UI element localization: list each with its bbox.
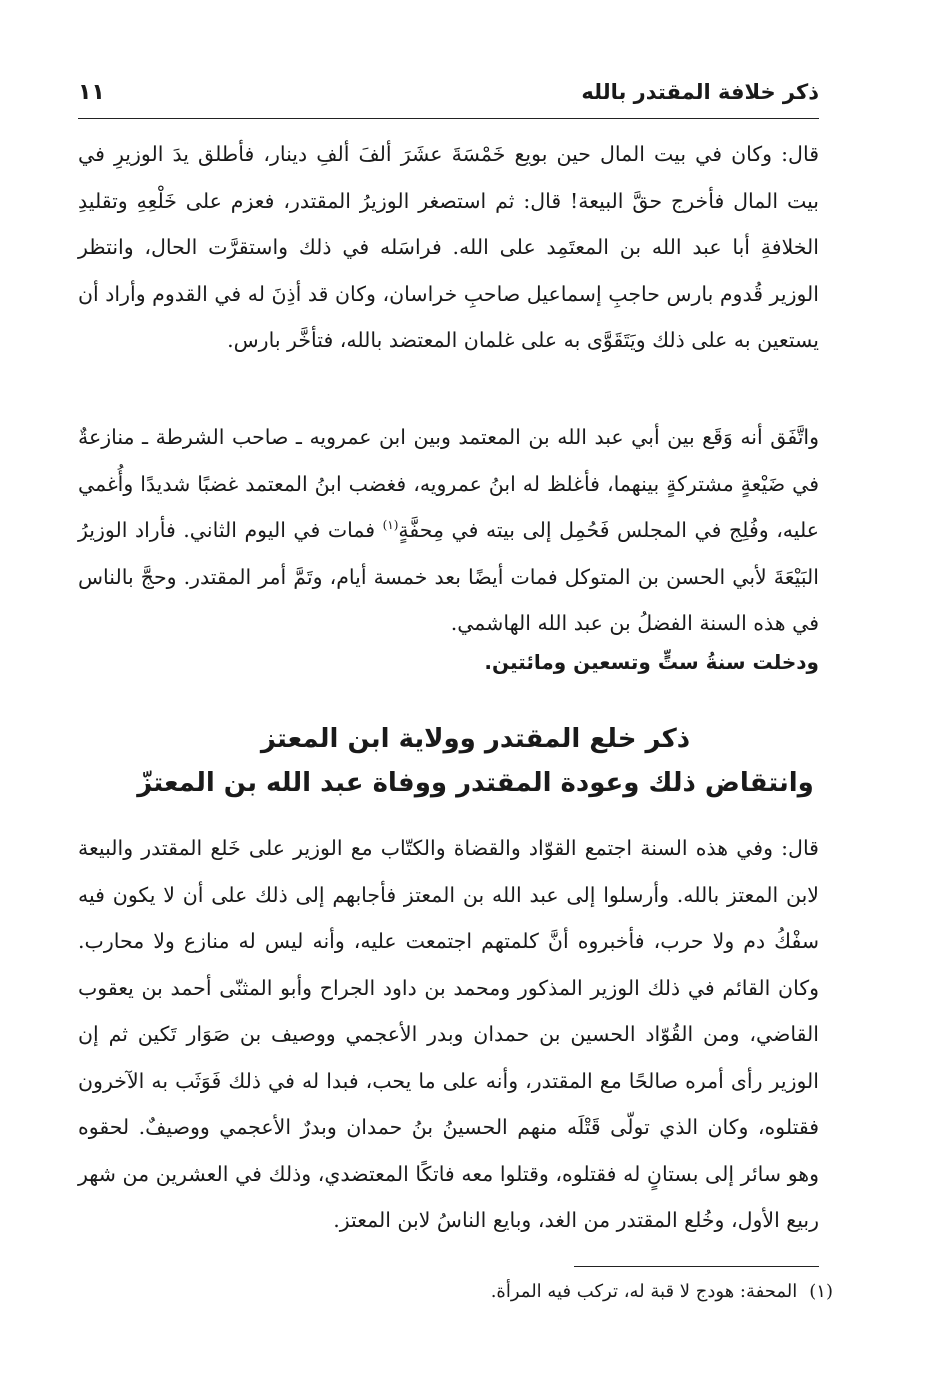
body-paragraph-2 bbox=[78, 414, 819, 647]
section-heading-line-2: وانتقاض ذلك وعودة المقتدر ووفاة عبد الله بن المعتزّ bbox=[137, 768, 814, 798]
footnote-divider bbox=[574, 1266, 819, 1267]
year-entry: ودخلت سنةُ ستٍّ وتسعين ومائتين. bbox=[484, 650, 819, 674]
footnote-text: المحفة: هودج لا قبة له، تركب فيه المرأة. bbox=[490, 1281, 798, 1302]
section-heading-line-1: ذكر خلع المقتدر وولاية ابن المعتز bbox=[260, 724, 691, 754]
body-paragraph-3: قال: وفي هذه السنة اجتمع القوّاد والقضاة والكتّاب مع الوزير على خَلع المقتدر والبيعة لابن المعتز بالله. وأرسلوا إلى عبد الله بن المعتز فأجابهم إلى ذلك على أن لا يكون فيه سفْكُ دم ولا حرب، فأخبروه أنَّ كلمتهم اجتمعت عليه، وأنه ليس له منازع ولا محارب. وكان القائم في ذلك الوزير المذكور ومحمد بن داود الجراح وأبو المثنّى أحمد بن يعقوب القاضي، ومن القُوّاد الحسين بن حمدان وبدر الأعجمي ووصيف بن صَوَار تَكين ثم إن الوزير رأى أمره صالحًا مع المقتدر، وأنه على ما يحب، فبدا له في ذلك فَوَثَب به الآخرون فقتلوه، وكان الذي تولّى قَتْلَه منهم الحسينُ بنُ حمدان وبدرٌ الأعجمي ووصيفٌ. لحقوه وهو سائر إلى بستانٍ له فقتلوه، وقتلوا معه فاتكًا المعتضدي، وذلك في العشرين من شهر ربيع الأول، وخُلع المقتدر من الغد، وبايع الناسُ لابن المعتز. bbox=[78, 836, 819, 1232]
footnote bbox=[491, 1275, 833, 1309]
paragraph-2-part-2: فمات في اليوم الثاني. فأراد الوزيرُ البَيْعَةَ لأبي الحسن بن المتوكل فمات أيضًا بعد خمسة أيام، وتَمَّ أمر المقتدر. وحجَّ بالناس في هذه السنة الفضلُ بن عبد الله الهاشمي. bbox=[78, 518, 819, 635]
paragraph-2-part-1: واتَّفَق أنه وَقَع بين أبي عبد الله بن المعتمد وبين ابن عمرويه ـ صاحب الشرطة ـ منازعةٌ في ضَيْعةٍ مشتركةٍ بينهما، فأغلظ له ابنُ عمرويه، فغضب ابنُ المعتمد غضبًا شديدًا وأُغمي عليه، وفُلِج في المجلس فَحُمِل إلى بيته في مِحفَّةٍ bbox=[78, 425, 820, 542]
running-title: ذكر خلافة المقتدر بالله bbox=[581, 80, 819, 104]
body-paragraph-1: قال: وكان في بيت المال حين بويع خَمْسَةَ عشَرَ ألفَ ألفِ دينار، فأطلق يدَ الوزيرِ في بيت المال فأخرج حقَّ البيعة! قال: ثم استصغر الوزيرُ المقتدر، فعزم على خَلْعِهِ وتقليدِ الخلافةِ أبا عبد الله بن المعتَمِد على الله. فراسَله في ذلك واستقرَّت الحال، وانتظر الوزير قُدوم بارس حاجبِ إسماعيل صاحبِ خراسان، وكان قد أذِنَ له في القدوم وأراد أن يستعين به على ذلك ويَتَقَوَّى به على غلمان المعتضد بالله، فتأخَّر بارس. bbox=[78, 142, 819, 352]
footnote-reference: (١) bbox=[382, 518, 399, 533]
running-header bbox=[78, 78, 819, 119]
footnote-marker: (١) bbox=[809, 1281, 833, 1302]
page-number: ١١ bbox=[78, 80, 105, 105]
